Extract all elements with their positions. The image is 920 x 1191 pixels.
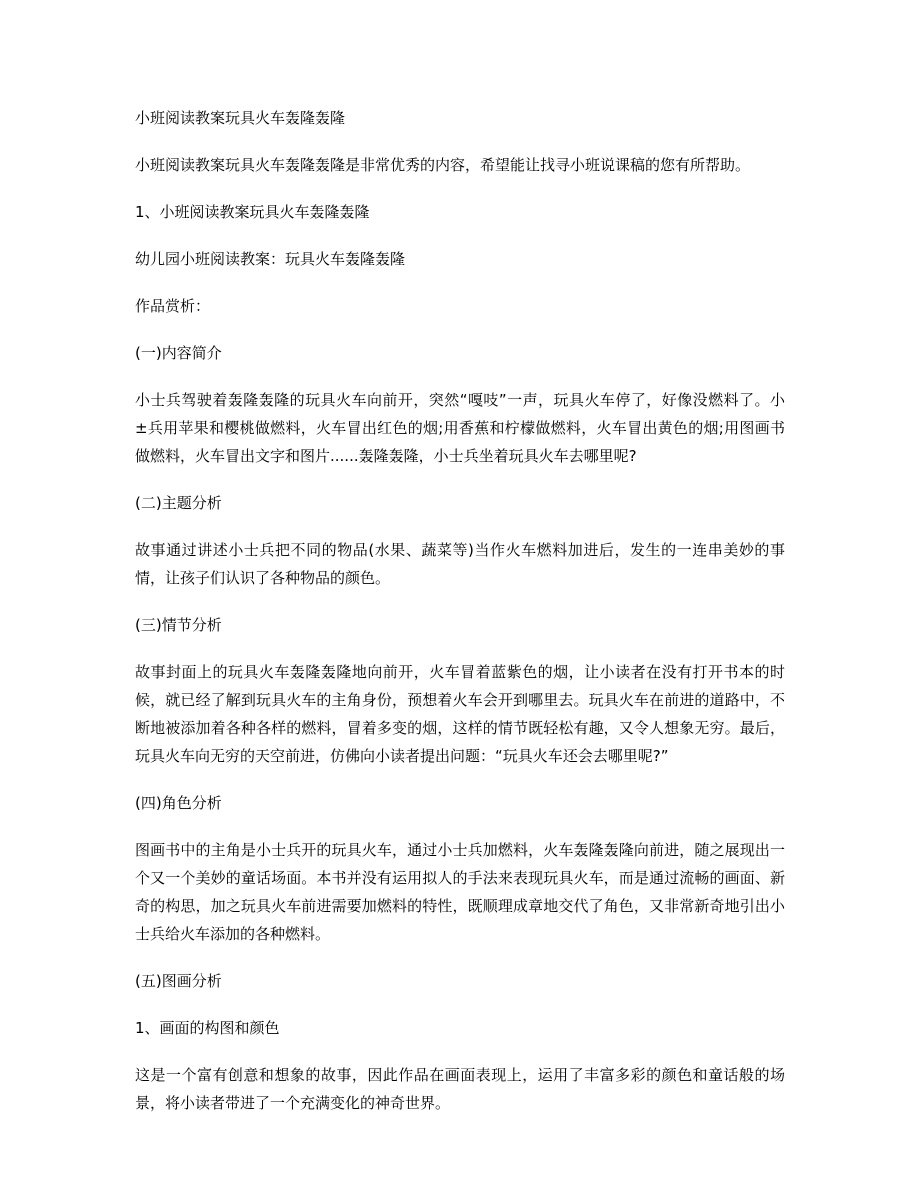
subtitle: 幼儿园小班阅读教案：玩具火车轰隆轰隆 — [135, 250, 406, 268]
part3-heading: (三)情节分析 — [135, 616, 222, 634]
part4-body: 图画书中的主角是小士兵开的玩具火车，通过小士兵加燃料，火车轰隆轰隆向前进，随之展现出一个又一个美妙的童话场面。本书并没有运用拟人的手法来表现玩具火车，而是通过流畅的画面、新奇的构思，加之玩具火车前进需要加燃料的特性，既顺理成章地交代了角色，又非常新奇地引出小士兵给火车添加的各种燃料。 — [135, 841, 785, 943]
part4-heading: (四)角色分析 — [135, 794, 222, 812]
part5-heading: (五)图画分析 — [135, 972, 222, 990]
part2-heading: (二)主题分析 — [135, 494, 222, 512]
part1-heading: (一)内容简介 — [135, 344, 222, 362]
intro-paragraph: 小班阅读教案玩具火车轰隆轰隆是非常优秀的内容，希望能让找寻小班说课稿的您有所帮助。 — [135, 156, 751, 174]
part1-body: 小士兵驾驶着轰隆轰隆的玩具火车向前开，突然“嘎吱”一声，玩具火车停了，好像没燃料了。小±兵用苹果和樱桃做燃料，火车冒出红色的烟;用香蕉和柠檬做燃料，火车冒出黄色的烟;用图画书做燃料，火车冒出文字和图片......轰隆轰隆，小士兵坐着玩具火车去哪里呢? — [135, 391, 785, 465]
sub1-heading: 1、画面的构图和颜色 — [135, 1019, 280, 1037]
document-body — [135, 104, 785, 1136]
part2-body: 故事通过讲述小士兵把不同的物品(水果、蔬菜等)当作火车燃料加进后，发生的一连串美妙的事情，让孩子们认识了各种物品的颜色。 — [135, 541, 785, 587]
appreciation-label: 作品赏析： — [135, 297, 211, 315]
part3-body: 故事封面上的玩具火车轰隆轰隆地向前开，火车冒着蓝紫色的烟，让小读者在没有打开书本的时候，就已经了解到玩具火车的主角身份，预想着火车会开到哪里去。玩具火车在前进的道路中，不断地被添加着各种各样的燃料，冒着多变的烟，这样的情节既轻松有趣，又令人想象无穷。最后，玩具火车向无穷的天空前进，仿佛向小读者提出问题：“玩具火车还会去哪里呢?” — [135, 663, 785, 765]
section-heading: 1、小班阅读教案玩具火车轰隆轰隆 — [135, 203, 370, 221]
document-title: 小班阅读教案玩具火车轰隆轰隆 — [135, 109, 346, 127]
sub1-body: 这是一个富有创意和想象的故事，因此作品在画面表现上，运用了丰富多彩的颜色和童话般的场景，将小读者带进了一个充满变化的神奇世界。 — [135, 1066, 785, 1112]
